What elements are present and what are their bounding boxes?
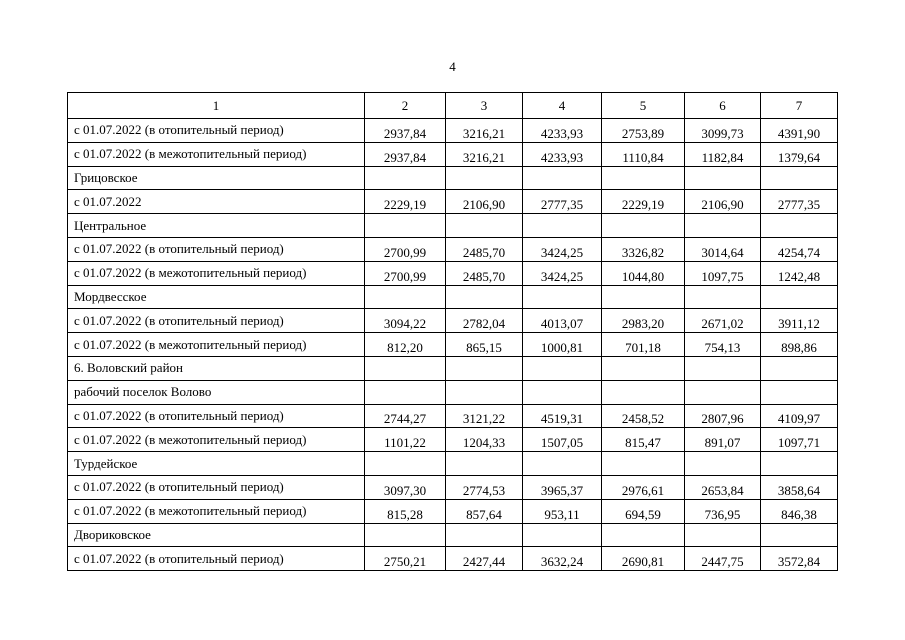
value-cell: 2744,27 [365, 404, 446, 428]
value-cell: 815,28 [365, 499, 446, 523]
value-cell [761, 285, 838, 309]
section-label: Центральное [68, 214, 365, 238]
value-cell [523, 214, 602, 238]
value-cell [365, 356, 446, 380]
header-cell: 4 [523, 93, 602, 119]
value-cell: 2700,99 [365, 237, 446, 261]
value-cell: 2447,75 [685, 547, 761, 571]
tariff-table [67, 92, 838, 571]
table-row [68, 190, 838, 214]
period-label: с 01.07.2022 (в межотопительный период) [68, 142, 365, 166]
value-cell: 2782,04 [446, 309, 523, 333]
value-cell [365, 285, 446, 309]
section-label: Грицовское [68, 166, 365, 190]
header-cell: 7 [761, 93, 838, 119]
value-cell: 4233,93 [523, 119, 602, 143]
value-cell: 2983,20 [602, 309, 685, 333]
period-label: с 01.07.2022 (в отопительный период) [68, 309, 365, 333]
value-cell: 2106,90 [685, 190, 761, 214]
value-cell: 4391,90 [761, 119, 838, 143]
value-cell: 4254,74 [761, 237, 838, 261]
value-cell: 2427,44 [446, 547, 523, 571]
value-cell [523, 166, 602, 190]
value-cell [523, 523, 602, 547]
value-cell [761, 523, 838, 547]
header-row [68, 93, 838, 119]
value-cell: 2753,89 [602, 119, 685, 143]
value-cell: 1044,80 [602, 261, 685, 285]
table-row [68, 237, 838, 261]
period-label: с 01.07.2022 (в отопительный период) [68, 404, 365, 428]
value-cell: 3326,82 [602, 237, 685, 261]
value-cell: 1182,84 [685, 142, 761, 166]
value-cell: 3965,37 [523, 475, 602, 499]
value-cell: 1097,75 [685, 261, 761, 285]
value-cell [602, 523, 685, 547]
value-cell [446, 356, 523, 380]
value-cell [523, 285, 602, 309]
table-row [68, 333, 838, 357]
value-cell [685, 380, 761, 404]
period-label: с 01.07.2022 (в отопительный период) [68, 547, 365, 571]
period-label: с 01.07.2022 (в отопительный период) [68, 119, 365, 143]
period-label: с 01.07.2022 (в межотопительный период) [68, 428, 365, 452]
value-cell: 2774,53 [446, 475, 523, 499]
value-cell: 1242,48 [761, 261, 838, 285]
value-cell [761, 166, 838, 190]
table-row [68, 404, 838, 428]
value-cell: 4109,97 [761, 404, 838, 428]
value-cell [602, 380, 685, 404]
period-label: с 01.07.2022 (в межотопительный период) [68, 333, 365, 357]
value-cell: 3424,25 [523, 237, 602, 261]
value-cell: 3858,64 [761, 475, 838, 499]
section-row [68, 214, 838, 238]
value-cell [685, 523, 761, 547]
value-cell: 4013,07 [523, 309, 602, 333]
value-cell [365, 214, 446, 238]
value-cell: 3014,64 [685, 237, 761, 261]
value-cell: 2976,61 [602, 475, 685, 499]
value-cell: 2485,70 [446, 237, 523, 261]
period-label: с 01.07.2022 [68, 190, 365, 214]
value-cell: 2653,84 [685, 475, 761, 499]
value-cell: 2229,19 [365, 190, 446, 214]
section-row [68, 523, 838, 547]
header-cell: 5 [602, 93, 685, 119]
value-cell: 815,47 [602, 428, 685, 452]
section-label: рабочий поселок Волово [68, 380, 365, 404]
period-label: с 01.07.2022 (в межотопительный период) [68, 499, 365, 523]
value-cell: 1101,22 [365, 428, 446, 452]
value-cell [446, 285, 523, 309]
value-cell: 1110,84 [602, 142, 685, 166]
value-cell: 2750,21 [365, 547, 446, 571]
value-cell: 2690,81 [602, 547, 685, 571]
value-cell: 812,20 [365, 333, 446, 357]
section-row [68, 285, 838, 309]
value-cell: 2700,99 [365, 261, 446, 285]
value-cell [602, 285, 685, 309]
section-row [68, 452, 838, 476]
value-cell: 3094,22 [365, 309, 446, 333]
value-cell: 846,38 [761, 499, 838, 523]
value-cell [446, 214, 523, 238]
section-label: Турдейское [68, 452, 365, 476]
section-label: Двориковское [68, 523, 365, 547]
section-label: 6. Воловский район [68, 356, 365, 380]
value-cell: 1379,64 [761, 142, 838, 166]
value-cell [685, 166, 761, 190]
value-cell: 2937,84 [365, 119, 446, 143]
value-cell: 3216,21 [446, 119, 523, 143]
value-cell [685, 285, 761, 309]
value-cell [685, 356, 761, 380]
value-cell [761, 452, 838, 476]
value-cell: 701,18 [602, 333, 685, 357]
header-cell: 3 [446, 93, 523, 119]
section-label: Мордвесское [68, 285, 365, 309]
value-cell: 953,11 [523, 499, 602, 523]
section-row [68, 166, 838, 190]
header-cell: 6 [685, 93, 761, 119]
value-cell: 898,86 [761, 333, 838, 357]
value-cell [602, 166, 685, 190]
value-cell [761, 380, 838, 404]
table-row [68, 475, 838, 499]
value-cell: 891,07 [685, 428, 761, 452]
value-cell [446, 166, 523, 190]
value-cell [365, 452, 446, 476]
value-cell: 3097,30 [365, 475, 446, 499]
value-cell: 2106,90 [446, 190, 523, 214]
value-cell: 2671,02 [685, 309, 761, 333]
value-cell [685, 452, 761, 476]
value-cell [761, 214, 838, 238]
value-cell [365, 166, 446, 190]
period-label: с 01.07.2022 (в отопительный период) [68, 237, 365, 261]
period-label: с 01.07.2022 (в отопительный период) [68, 475, 365, 499]
table-row [68, 547, 838, 571]
page-number: 4 [449, 59, 456, 74]
table-row [68, 261, 838, 285]
value-cell [365, 380, 446, 404]
value-cell: 1507,05 [523, 428, 602, 452]
value-cell: 2777,35 [761, 190, 838, 214]
value-cell: 4233,93 [523, 142, 602, 166]
value-cell [685, 214, 761, 238]
value-cell: 2229,19 [602, 190, 685, 214]
value-cell: 3121,22 [446, 404, 523, 428]
value-cell: 3911,12 [761, 309, 838, 333]
value-cell [602, 452, 685, 476]
value-cell [523, 356, 602, 380]
table-row [68, 309, 838, 333]
value-cell: 4519,31 [523, 404, 602, 428]
table-row [68, 499, 838, 523]
value-cell: 3216,21 [446, 142, 523, 166]
value-cell: 2458,52 [602, 404, 685, 428]
value-cell: 2485,70 [446, 261, 523, 285]
value-cell: 857,64 [446, 499, 523, 523]
value-cell: 2807,96 [685, 404, 761, 428]
value-cell: 3099,73 [685, 119, 761, 143]
section-row [68, 380, 838, 404]
value-cell: 1000,81 [523, 333, 602, 357]
header-cell: 1 [68, 93, 365, 119]
value-cell: 3572,84 [761, 547, 838, 571]
table-row [68, 428, 838, 452]
value-cell: 754,13 [685, 333, 761, 357]
value-cell: 1204,33 [446, 428, 523, 452]
value-cell [523, 452, 602, 476]
period-label: с 01.07.2022 (в межотопительный период) [68, 261, 365, 285]
value-cell: 736,95 [685, 499, 761, 523]
value-cell [523, 380, 602, 404]
value-cell: 865,15 [446, 333, 523, 357]
value-cell [761, 356, 838, 380]
value-cell: 3632,24 [523, 547, 602, 571]
value-cell: 2777,35 [523, 190, 602, 214]
value-cell [602, 356, 685, 380]
value-cell: 2937,84 [365, 142, 446, 166]
section-row [68, 356, 838, 380]
table-row [68, 142, 838, 166]
value-cell [446, 380, 523, 404]
value-cell [446, 452, 523, 476]
value-cell [602, 214, 685, 238]
value-cell [365, 523, 446, 547]
header-cell: 2 [365, 93, 446, 119]
value-cell [446, 523, 523, 547]
value-cell: 694,59 [602, 499, 685, 523]
value-cell: 1097,71 [761, 428, 838, 452]
value-cell: 3424,25 [523, 261, 602, 285]
table-row [68, 119, 838, 143]
